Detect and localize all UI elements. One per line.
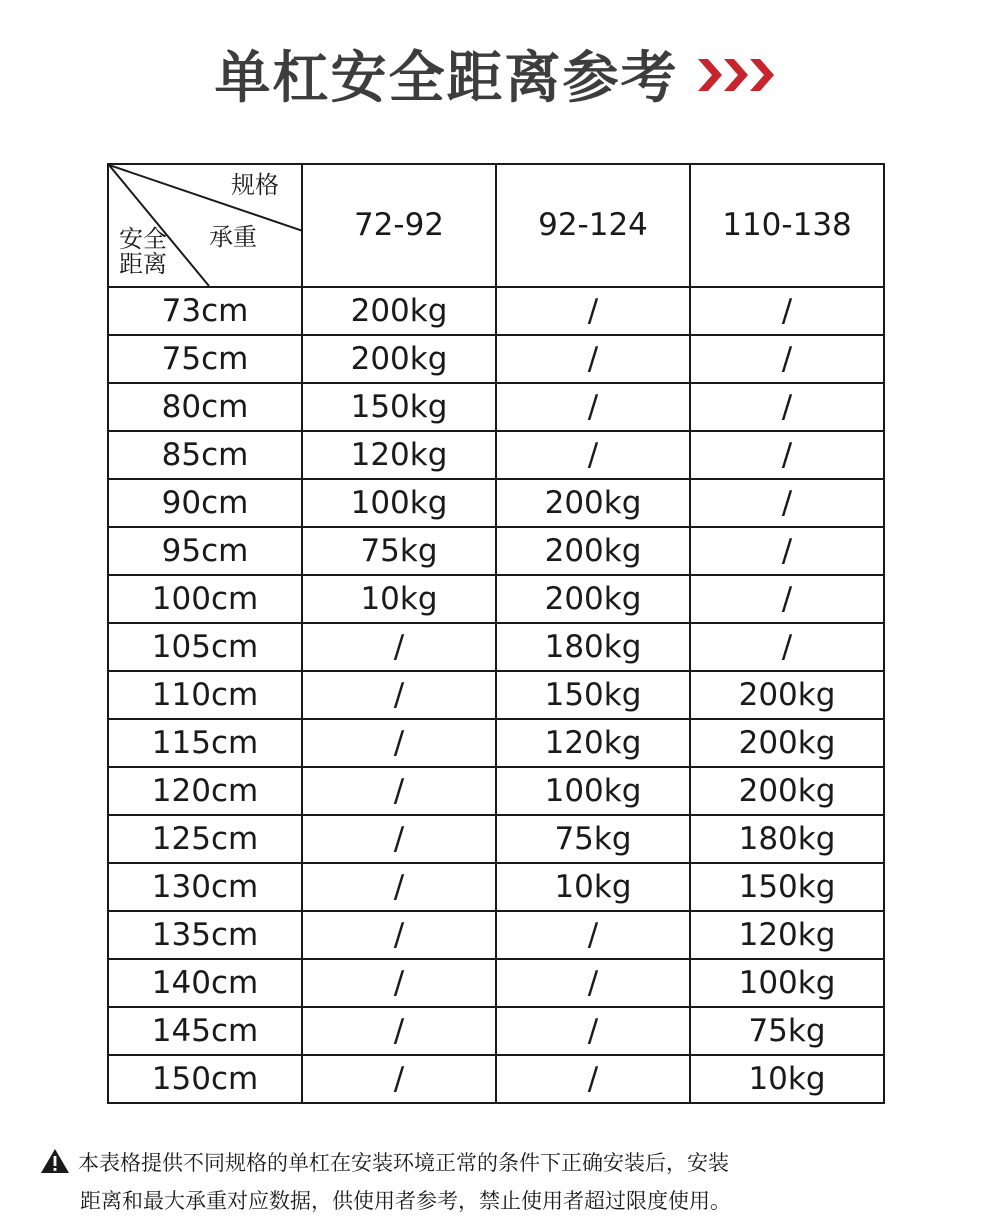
table-row (108, 383, 884, 431)
table-row (108, 671, 884, 719)
column-header-92-124: 92-124 (496, 164, 690, 287)
table-row (108, 1055, 884, 1103)
table-row (108, 287, 884, 335)
load-cell-92-124: / (496, 383, 690, 431)
corner-label-distance (119, 227, 167, 277)
column-header-110-138: 110-138 (690, 164, 884, 287)
corner-label-spec: 规格 (231, 171, 279, 199)
distance-cell: 115cm (108, 719, 302, 767)
page-title: 单杠安全距离参考 (214, 46, 679, 111)
load-cell-92-124: / (496, 959, 690, 1007)
distance-cell: 100cm (108, 575, 302, 623)
load-cell-92-124: 120kg (496, 719, 690, 767)
load-cell-92-124: 180kg (496, 623, 690, 671)
distance-cell: 73cm (108, 287, 302, 335)
load-cell-72-92: / (302, 1007, 496, 1055)
load-cell-110-138: 120kg (690, 911, 884, 959)
table-row (108, 623, 884, 671)
table-row (108, 575, 884, 623)
table-row (108, 959, 884, 1007)
corner-header-cell (108, 164, 302, 287)
note-line-1: 本表格提供不同规格的单杠在安装环境正常的条件下正确安装后，安装 (78, 1151, 729, 1175)
load-cell-72-92: 10kg (302, 575, 496, 623)
column-header-72-92: 72-92 (302, 164, 496, 287)
distance-cell: 105cm (108, 623, 302, 671)
distance-cell: 80cm (108, 383, 302, 431)
load-cell-92-124: 200kg (496, 479, 690, 527)
table-row (108, 479, 884, 527)
load-cell-110-138: 10kg (690, 1055, 884, 1103)
load-cell-92-124: / (496, 1007, 690, 1055)
load-cell-110-138: / (690, 287, 884, 335)
load-cell-72-92: 200kg (302, 287, 496, 335)
load-cell-110-138: 200kg (690, 767, 884, 815)
table-row (108, 815, 884, 863)
note-line-2: 距离和最大承重对应数据，供使用者参考，禁止使用者超过限度使用。 (80, 1189, 731, 1213)
load-cell-72-92: / (302, 815, 496, 863)
distance-cell: 140cm (108, 959, 302, 1007)
load-cell-92-124: / (496, 287, 690, 335)
load-cell-110-138: 200kg (690, 719, 884, 767)
load-cell-92-124: 150kg (496, 671, 690, 719)
table-row (108, 767, 884, 815)
distance-cell: 150cm (108, 1055, 302, 1103)
load-cell-92-124: 75kg (496, 815, 690, 863)
load-cell-110-138: / (690, 383, 884, 431)
distance-cell: 135cm (108, 911, 302, 959)
table-row (108, 863, 884, 911)
distance-cell: 130cm (108, 863, 302, 911)
warning-triangle-icon (40, 1148, 70, 1184)
corner-label-load: 承重 (209, 223, 257, 251)
load-cell-72-92: 150kg (302, 383, 496, 431)
load-cell-92-124: / (496, 431, 690, 479)
load-cell-110-138: / (690, 527, 884, 575)
load-cell-92-124: / (496, 1055, 690, 1103)
load-cell-92-124: / (496, 335, 690, 383)
load-cell-110-138: 180kg (690, 815, 884, 863)
distance-cell: 125cm (108, 815, 302, 863)
load-cell-92-124: 200kg (496, 575, 690, 623)
load-cell-92-124: / (496, 911, 690, 959)
load-cell-72-92: / (302, 959, 496, 1007)
page-header (0, 34, 990, 114)
triple-chevron-right-icon (698, 55, 776, 99)
load-cell-72-92: 200kg (302, 335, 496, 383)
table-row (108, 527, 884, 575)
table-row (108, 335, 884, 383)
safety-distance-table (107, 163, 885, 1104)
load-cell-72-92: 100kg (302, 479, 496, 527)
table-body (108, 287, 884, 1103)
load-cell-92-124: 200kg (496, 527, 690, 575)
load-cell-72-92: / (302, 623, 496, 671)
load-cell-110-138: 150kg (690, 863, 884, 911)
load-cell-110-138: / (690, 623, 884, 671)
distance-cell: 120cm (108, 767, 302, 815)
load-cell-110-138: 200kg (690, 671, 884, 719)
load-cell-72-92: / (302, 767, 496, 815)
load-cell-72-92: / (302, 863, 496, 911)
table-header-row (108, 164, 884, 287)
load-cell-110-138: / (690, 335, 884, 383)
distance-cell: 110cm (108, 671, 302, 719)
load-cell-110-138: / (690, 431, 884, 479)
load-cell-110-138: / (690, 479, 884, 527)
load-cell-92-124: 100kg (496, 767, 690, 815)
load-cell-72-92: / (302, 671, 496, 719)
distance-cell: 85cm (108, 431, 302, 479)
table-row (108, 431, 884, 479)
load-cell-92-124: 10kg (496, 863, 690, 911)
load-cell-110-138: / (690, 575, 884, 623)
distance-cell: 90cm (108, 479, 302, 527)
distance-cell: 95cm (108, 527, 302, 575)
load-cell-72-92: / (302, 1055, 496, 1103)
table-row (108, 719, 884, 767)
load-cell-72-92: 120kg (302, 431, 496, 479)
corner-label-distance-2: 距离 (119, 250, 167, 279)
load-cell-110-138: 75kg (690, 1007, 884, 1055)
distance-cell: 75cm (108, 335, 302, 383)
load-cell-72-92: / (302, 911, 496, 959)
load-cell-72-92: / (302, 719, 496, 767)
usage-note (40, 1146, 940, 1218)
load-cell-110-138: 100kg (690, 959, 884, 1007)
distance-cell: 145cm (108, 1007, 302, 1055)
load-cell-72-92: 75kg (302, 527, 496, 575)
corner-label-distance-1: 安全 (119, 225, 167, 253)
table-row (108, 911, 884, 959)
table-row (108, 1007, 884, 1055)
